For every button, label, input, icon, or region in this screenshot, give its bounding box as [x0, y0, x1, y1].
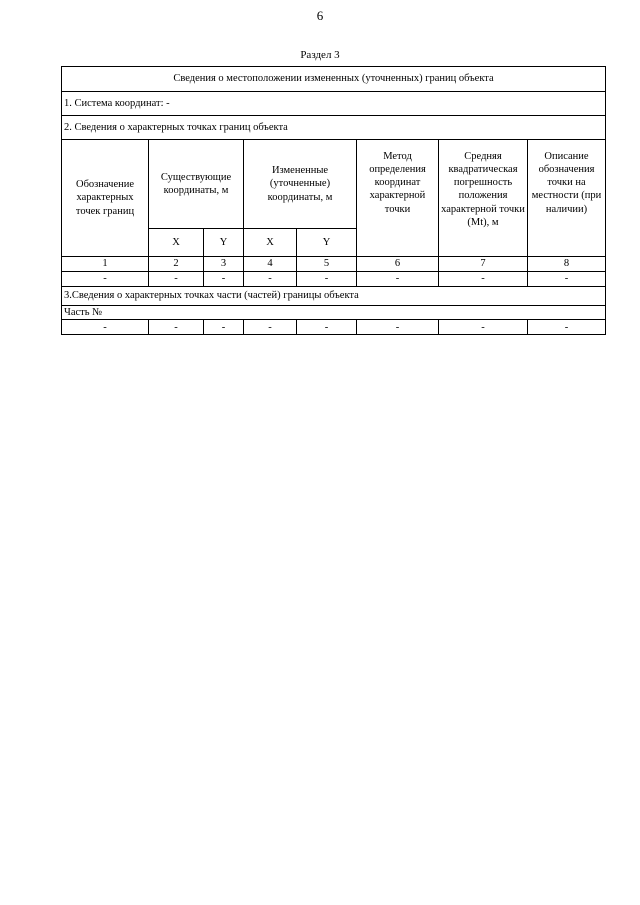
- table-cell: -: [62, 272, 149, 287]
- column-number: 4: [244, 257, 297, 272]
- header-description: Описание обозначения точки на местности (при наличии): [528, 140, 606, 257]
- table-cell: -: [62, 320, 149, 335]
- header-error: Средняя квадратическая погрешность положения характерной точки (Mt), м: [439, 140, 528, 257]
- part-heading: 3.Сведения о характерных точках части (частей) границы объекта: [62, 287, 606, 306]
- table-cell: -: [357, 320, 439, 335]
- column-number: 7: [439, 257, 528, 272]
- table-cell: -: [439, 320, 528, 335]
- column-number: 3: [204, 257, 244, 272]
- column-number-row: [62, 257, 606, 272]
- table-cell: -: [357, 272, 439, 287]
- column-number: 5: [297, 257, 357, 272]
- header-y-existing: Y: [204, 229, 244, 257]
- table-cell: -: [244, 320, 297, 335]
- column-number: 2: [149, 257, 204, 272]
- table-cell: -: [528, 272, 606, 287]
- part-label: Часть №: [62, 306, 606, 320]
- points-heading: 2. Сведения о характерных точках границ объекта: [62, 116, 606, 140]
- table-cell: -: [204, 320, 244, 335]
- table-cell: -: [528, 320, 606, 335]
- column-number: 1: [62, 257, 149, 272]
- column-number: 8: [528, 257, 606, 272]
- page-number: 6: [316, 8, 324, 23]
- header-y-changed: Y: [297, 229, 357, 257]
- header-x-changed: X: [244, 229, 297, 257]
- section-title: Раздел 3: [300, 49, 340, 61]
- boundary-table: [61, 66, 606, 335]
- coordinate-system: 1. Система координат: -: [62, 92, 606, 116]
- header-existing-coordinates: Существующие координаты, м: [149, 140, 244, 229]
- table-row: [62, 272, 606, 287]
- table-row: [62, 320, 606, 335]
- table-cell: -: [297, 272, 357, 287]
- header-designation: Обозначение характерных точек границ: [62, 140, 149, 257]
- table-cell: -: [439, 272, 528, 287]
- table-title: Сведения о местоположении измененных (уточненных) границ объекта: [62, 67, 606, 92]
- table-cell: -: [244, 272, 297, 287]
- table-cell: -: [204, 272, 244, 287]
- header-changed-coordinates: Измененные (уточненные) координаты, м: [244, 140, 357, 229]
- table-cell: -: [149, 320, 204, 335]
- table-cell: -: [149, 272, 204, 287]
- header-method: Метод определения координат характерной точки: [357, 140, 439, 257]
- table-cell: -: [297, 320, 357, 335]
- column-number: 6: [357, 257, 439, 272]
- header-x-existing: X: [149, 229, 204, 257]
